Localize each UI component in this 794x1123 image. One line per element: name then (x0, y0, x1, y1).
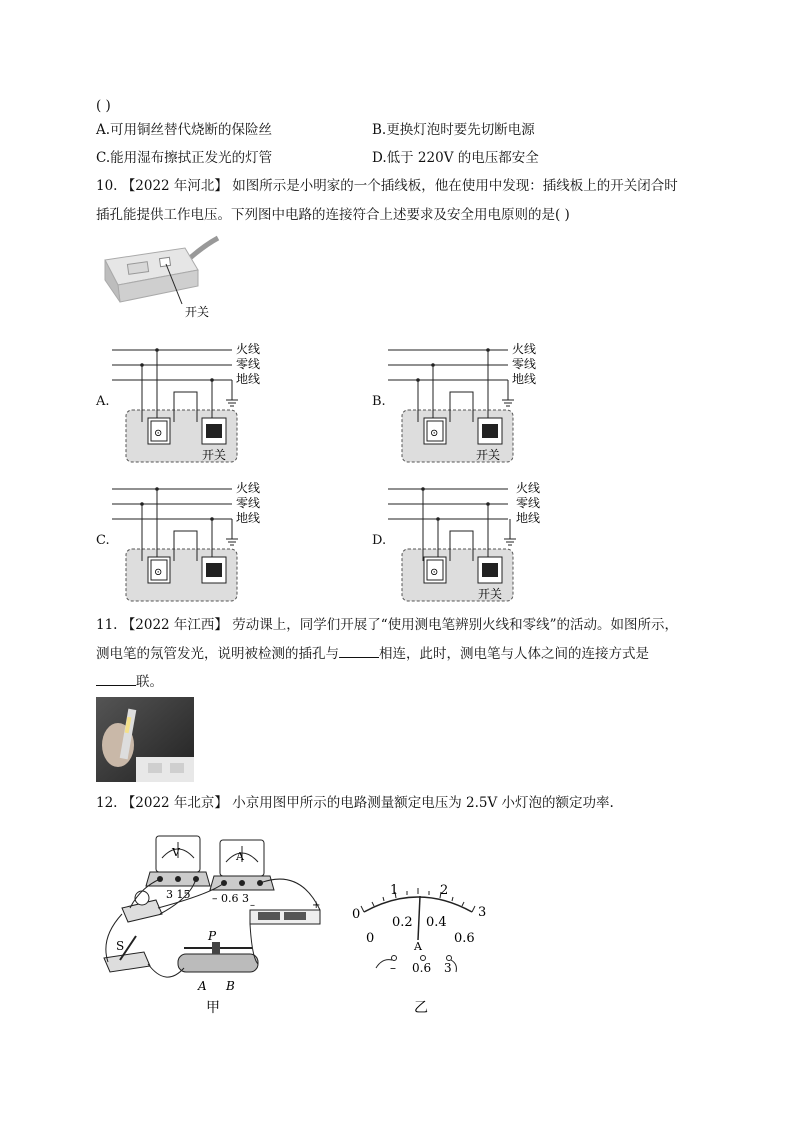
svg-text:零线: 零线 (516, 496, 541, 510)
option-a-label: A. (96, 394, 110, 409)
svg-text:0: 0 (352, 907, 361, 922)
answer-blank-1[interactable] (339, 645, 379, 658)
option-b-label: B. (372, 394, 386, 409)
q9-paren: ( ) (96, 98, 111, 114)
svg-text:火线: 火线 (236, 481, 261, 495)
svg-text:⊙: ⊙ (430, 428, 439, 439)
svg-text:2: 2 (440, 883, 449, 898)
svg-text:零线: 零线 (236, 357, 261, 371)
test-pen-photo (96, 697, 194, 782)
svg-text:0.4: 0.4 (426, 915, 447, 930)
svg-text:⊙: ⊙ (154, 428, 163, 439)
q9-option-c: C.能用湿布擦拭正发光的灯管 (96, 150, 273, 166)
svg-text:零线: 零线 (512, 357, 537, 371)
svg-text:⊙: ⊙ (430, 567, 439, 578)
svg-text:B: B (226, 979, 235, 993)
svg-text:火线: 火线 (516, 481, 541, 495)
svg-text:A: A (414, 940, 422, 953)
svg-text:A: A (198, 979, 207, 993)
svg-text:开关: 开关 (202, 448, 227, 462)
svg-text:开关: 开关 (476, 448, 501, 462)
svg-text:⊙: ⊙ (154, 567, 163, 578)
photo-switch-label: 开关 (185, 305, 210, 319)
svg-text:1: 1 (390, 883, 399, 898)
q11-line3: 联。 (96, 673, 163, 691)
answer-blank-2[interactable] (96, 673, 136, 686)
svg-text:3 15: 3 15 (166, 888, 191, 901)
svg-text:地线: 地线 (516, 511, 541, 525)
svg-text:地线: 地线 (512, 372, 537, 386)
q9-option-b: B.更换灯泡时要先切断电源 (372, 122, 535, 138)
svg-text:火线: 火线 (512, 342, 537, 356)
q10-line2: 插孔能提供工作电压。下列图中电路的连接符合上述要求及安全用电原则的是( ) (96, 207, 570, 223)
svg-text:A: A (236, 850, 244, 863)
q12-line1: 12. 【2022 年北京】 小京用图甲所示的电路测量额定电压为 2.5V 小灯泡的额定功率. (96, 795, 614, 811)
svg-text:0.6: 0.6 (454, 931, 475, 946)
svg-text:甲: 甲 (206, 1000, 220, 1016)
svg-text:0: 0 (366, 931, 375, 946)
svg-text:–: – (250, 900, 255, 911)
q11-line1: 11. 【2022 年江西】 劳动课上，同学们开展了“使用测电笔辨别火线和零线”的活动。如图所示， (96, 617, 679, 633)
svg-text:S: S (116, 939, 125, 953)
option-d-label: D. (372, 533, 387, 548)
circuit-a (112, 338, 287, 466)
figure-jia-circuit (100, 828, 330, 1018)
circuit-c (112, 477, 287, 605)
q10-line1: 10. 【2022 年河北】 如图所示是小明家的一个插线板，他在使用中发现：插线板上的开关闭合时 (96, 178, 678, 194)
svg-text:火线: 火线 (236, 342, 261, 356)
svg-text:零线: 零线 (236, 496, 261, 510)
svg-text:+: + (312, 900, 321, 911)
svg-text:0.6: 0.6 (412, 961, 432, 975)
svg-text:– 0.6 3: – 0.6 3 (212, 892, 249, 905)
circuit-b (388, 338, 563, 466)
circuit-d (388, 477, 563, 605)
svg-text:3: 3 (478, 905, 487, 920)
svg-text:地线: 地线 (236, 511, 261, 525)
svg-text:0.2: 0.2 (392, 915, 413, 930)
q9-option-a: A.可用铜丝替代烧断的保险丝 (96, 122, 273, 138)
option-c-label: C. (96, 533, 110, 548)
svg-text:地线: 地线 (236, 372, 261, 386)
q9-option-d: D.低于 220V 的电压都安全 (372, 150, 539, 166)
q11-line2: 测电笔的氖管发光，说明被检测的插孔与 相连，此时，测电笔与人体之间的连接方式是 (96, 646, 649, 662)
svg-text:3: 3 (444, 961, 452, 975)
svg-text:P: P (208, 929, 217, 943)
svg-text:V: V (172, 846, 180, 859)
svg-text:–: – (390, 961, 396, 975)
svg-text:乙: 乙 (414, 1000, 428, 1016)
svg-text:开关: 开关 (478, 587, 503, 601)
figure-yi-ammeter-dial (346, 876, 496, 1018)
power-strip-photo (100, 230, 225, 325)
